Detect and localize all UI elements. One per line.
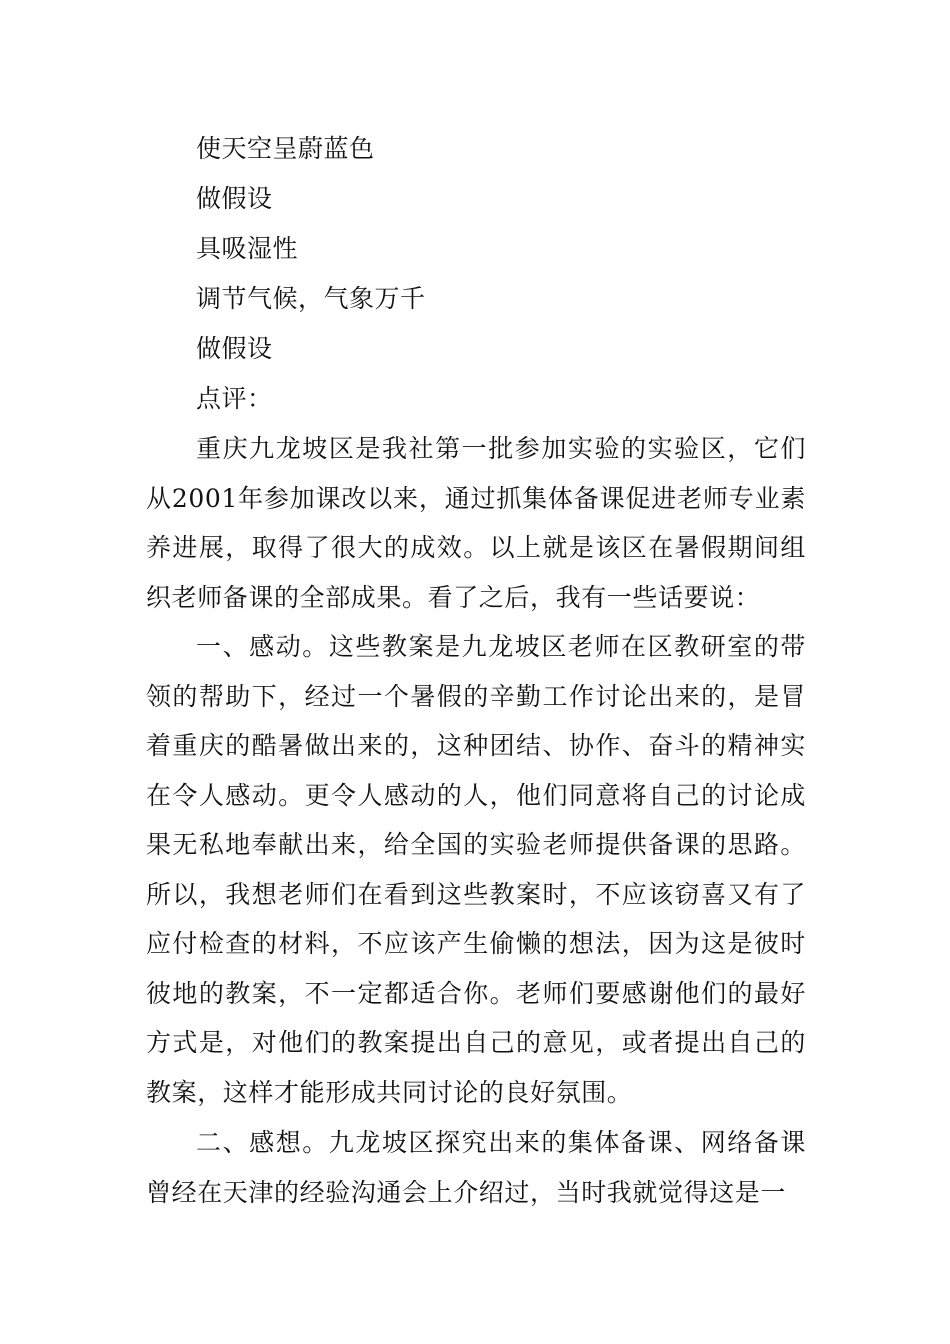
text-line-5: 做假设 (196, 334, 273, 363)
paragraph-intro: 重庆九龙坡区是我社第一批参加实验的实验区，它们从2001年参加课改以来，通过抓集体备课促进老师专业素养进展，取得了很大的成效。以上就是该区在暑假期间组织老师备课的全部成果。看了之后，我有一些话要说： (146, 434, 806, 612)
text-line-3: 具吸湿性 (196, 234, 299, 263)
text-line-1: 使天空呈蔚蓝色 (196, 134, 375, 163)
paragraph-point-two: 二、感想。九龙坡区探究出来的集体备课、网络备课曾经在天津的经验沟通会上介绍过，当时我就觉得这是一 (146, 1128, 806, 1207)
text-line-4: 调节气候，气象万千 (196, 284, 426, 313)
paragraph-point-one: 一、感动。这些教案是九龙坡区老师在区教研室的带领的帮助下，经过一个暑假的辛勤工作讨论出来的，是冒着重庆的酷暑做出来的，这种团结、协作、奋斗的精神实在令人感动。更令人感动的人，他们同意将自己的讨论成果无私地奉献出来，给全国的实验老师提供备课的思路。所以，我想老师们在看到这些教案时，不应该窃喜又有了应付检查的材料，不应该产生偷懒的想法，因为这是彼时彼地的教案，不一定都适合你。老师们要感谢他们的最好方式是，对他们的教案提出自己的意见，或者提出自己的教案，这样才能形成共同讨论的良好氛围。 (146, 632, 806, 1107)
text-line-2: 做假设 (196, 184, 273, 213)
comment-heading: 点评： (196, 384, 273, 413)
